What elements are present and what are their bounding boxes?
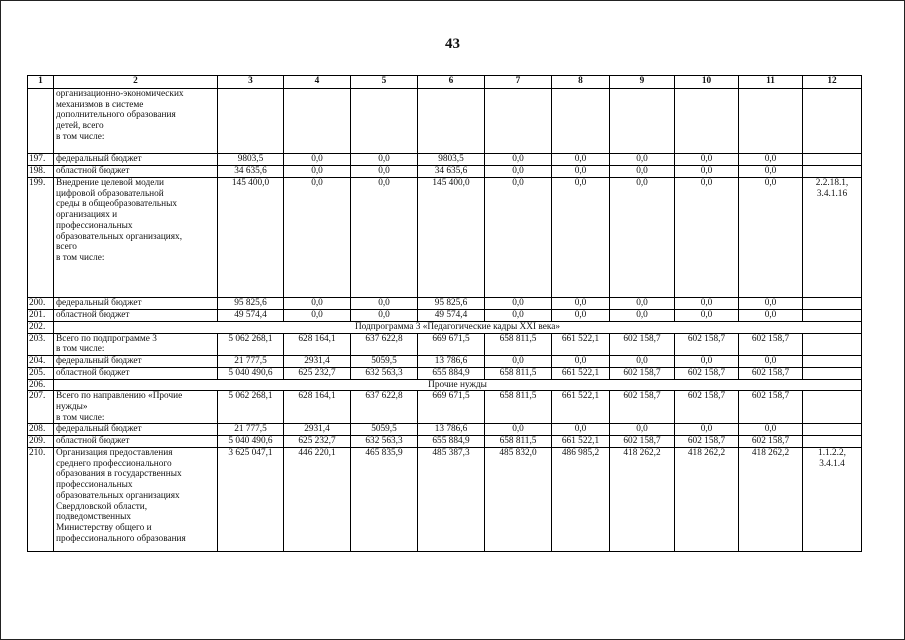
value-cell: 0,0 — [284, 166, 351, 178]
value-cell: 5059,5 — [351, 356, 418, 368]
row-number: 209. — [28, 436, 54, 448]
value-cell: 9803,5 — [218, 154, 284, 166]
column-number-row — [28, 76, 862, 89]
reference-cell: 2.2.18.1, 3.4.1.16 — [803, 178, 862, 298]
value-cell: 669 671,5 — [418, 391, 485, 424]
row-number: 202. — [28, 322, 54, 334]
reference-cell — [803, 367, 862, 379]
row-label: областной бюджет — [54, 367, 218, 379]
value-cell: 49 574,4 — [418, 310, 485, 322]
value-cell: 602 158,7 — [739, 436, 803, 448]
value-cell: 446 220,1 — [284, 448, 351, 552]
value-cell: 0,0 — [739, 356, 803, 368]
reference-cell — [803, 333, 862, 355]
value-cell: 0,0 — [675, 424, 739, 436]
value-cell: 5 062 268,1 — [218, 333, 284, 355]
value-cell: 602 158,7 — [739, 391, 803, 424]
value-cell — [675, 89, 739, 154]
row-label: Внедрение целевой модели цифровой образовательной среды в общеобразовательных организациях и профессиональных образовательных организациях, всего в том числе: — [54, 178, 218, 298]
column-header: 9 — [610, 76, 675, 89]
value-cell — [739, 89, 803, 154]
value-cell: 602 158,7 — [739, 333, 803, 355]
value-cell: 602 158,7 — [675, 367, 739, 379]
row-number — [28, 89, 54, 154]
value-cell: 602 158,7 — [675, 391, 739, 424]
value-cell: 145 400,0 — [418, 178, 485, 298]
value-cell: 658 811,5 — [485, 391, 552, 424]
value-cell: 0,0 — [552, 154, 610, 166]
value-cell: 95 825,6 — [418, 298, 485, 310]
column-header: 7 — [485, 76, 552, 89]
row-number: 201. — [28, 310, 54, 322]
value-cell: 0,0 — [351, 154, 418, 166]
column-header: 6 — [418, 76, 485, 89]
section-title: Прочие нужды — [54, 379, 862, 391]
reference-cell — [803, 166, 862, 178]
value-cell: 2931,4 — [284, 424, 351, 436]
value-cell: 418 262,2 — [675, 448, 739, 552]
value-cell: 34 635,6 — [218, 166, 284, 178]
value-cell: 658 811,5 — [485, 333, 552, 355]
table-row — [28, 178, 862, 298]
value-cell: 0,0 — [552, 298, 610, 310]
value-cell: 602 158,7 — [739, 367, 803, 379]
value-cell: 0,0 — [739, 424, 803, 436]
value-cell: 13 786,6 — [418, 356, 485, 368]
table-row — [28, 356, 862, 368]
value-cell: 5059,5 — [351, 424, 418, 436]
value-cell: 0,0 — [610, 154, 675, 166]
row-label: федеральный бюджет — [54, 154, 218, 166]
value-cell: 0,0 — [552, 178, 610, 298]
value-cell: 632 563,3 — [351, 436, 418, 448]
value-cell: 0,0 — [675, 298, 739, 310]
value-cell: 0,0 — [351, 310, 418, 322]
row-number: 210. — [28, 448, 54, 552]
value-cell: 0,0 — [739, 178, 803, 298]
row-number: 208. — [28, 424, 54, 436]
row-label: областной бюджет — [54, 166, 218, 178]
value-cell — [418, 89, 485, 154]
table-row — [28, 367, 862, 379]
section-row — [28, 322, 862, 334]
column-header: 5 — [351, 76, 418, 89]
row-number: 198. — [28, 166, 54, 178]
row-label: областной бюджет — [54, 436, 218, 448]
row-label: Всего по подпрограмме 3 в том числе: — [54, 333, 218, 355]
value-cell: 602 158,7 — [610, 436, 675, 448]
value-cell: 0,0 — [739, 298, 803, 310]
value-cell: 0,0 — [675, 310, 739, 322]
reference-cell — [803, 310, 862, 322]
value-cell: 0,0 — [284, 298, 351, 310]
value-cell: 2931,4 — [284, 356, 351, 368]
value-cell: 602 158,7 — [675, 333, 739, 355]
reference-cell — [803, 424, 862, 436]
section-row — [28, 379, 862, 391]
value-cell: 0,0 — [485, 310, 552, 322]
reference-cell: 1.1.2.2, 3.4.1.4 — [803, 448, 862, 552]
value-cell: 0,0 — [675, 356, 739, 368]
reference-cell — [803, 391, 862, 424]
row-number: 204. — [28, 356, 54, 368]
value-cell: 0,0 — [284, 178, 351, 298]
table-body — [28, 76, 862, 552]
value-cell: 655 884,9 — [418, 367, 485, 379]
value-cell: 0,0 — [485, 298, 552, 310]
value-cell: 0,0 — [610, 166, 675, 178]
column-header: 4 — [284, 76, 351, 89]
value-cell: 0,0 — [675, 154, 739, 166]
value-cell: 0,0 — [485, 154, 552, 166]
table-row — [28, 391, 862, 424]
value-cell: 5 040 490,6 — [218, 436, 284, 448]
row-label: федеральный бюджет — [54, 356, 218, 368]
value-cell: 602 158,7 — [610, 391, 675, 424]
value-cell: 0,0 — [351, 178, 418, 298]
row-label: федеральный бюджет — [54, 298, 218, 310]
value-cell: 485 832,0 — [485, 448, 552, 552]
value-cell: 655 884,9 — [418, 436, 485, 448]
value-cell: 628 164,1 — [284, 333, 351, 355]
column-header: 2 — [54, 76, 218, 89]
value-cell: 0,0 — [675, 166, 739, 178]
reference-cell — [803, 298, 862, 310]
value-cell: 658 811,5 — [485, 436, 552, 448]
value-cell: 0,0 — [552, 310, 610, 322]
row-number: 207. — [28, 391, 54, 424]
value-cell: 0,0 — [610, 356, 675, 368]
value-cell: 602 158,7 — [610, 333, 675, 355]
value-cell: 145 400,0 — [218, 178, 284, 298]
row-label: Всего по направлению «Прочие нужды» в том числе: — [54, 391, 218, 424]
row-label: федеральный бюджет — [54, 424, 218, 436]
value-cell: 0,0 — [485, 424, 552, 436]
column-header: 8 — [552, 76, 610, 89]
value-cell: 418 262,2 — [610, 448, 675, 552]
value-cell: 632 563,3 — [351, 367, 418, 379]
value-cell: 485 387,3 — [418, 448, 485, 552]
column-header: 3 — [218, 76, 284, 89]
value-cell: 13 786,6 — [418, 424, 485, 436]
value-cell: 21 777,5 — [218, 424, 284, 436]
value-cell: 0,0 — [739, 166, 803, 178]
value-cell: 0,0 — [739, 154, 803, 166]
reference-cell — [803, 154, 862, 166]
value-cell: 0,0 — [610, 178, 675, 298]
value-cell: 0,0 — [610, 310, 675, 322]
value-cell: 661 522,1 — [552, 333, 610, 355]
column-header: 10 — [675, 76, 739, 89]
table-row — [28, 298, 862, 310]
row-number: 203. — [28, 333, 54, 355]
value-cell — [485, 89, 552, 154]
table-row — [28, 154, 862, 166]
column-header: 1 — [28, 76, 54, 89]
budget-table — [27, 75, 862, 552]
value-cell: 661 522,1 — [552, 391, 610, 424]
value-cell: 465 835,9 — [351, 448, 418, 552]
value-cell: 0,0 — [284, 310, 351, 322]
value-cell: 0,0 — [552, 424, 610, 436]
row-label: организационно-экономических механизмов в системе дополнительного образования детей, всего в том числе: — [54, 89, 218, 154]
value-cell: 34 635,6 — [418, 166, 485, 178]
value-cell: 0,0 — [485, 356, 552, 368]
value-cell — [552, 89, 610, 154]
value-cell: 5 040 490,6 — [218, 367, 284, 379]
row-label: областной бюджет — [54, 310, 218, 322]
row-number: 205. — [28, 367, 54, 379]
table-row — [28, 166, 862, 178]
reference-cell — [803, 89, 862, 154]
value-cell: 0,0 — [610, 424, 675, 436]
value-cell: 0,0 — [485, 166, 552, 178]
value-cell: 637 622,8 — [351, 391, 418, 424]
value-cell: 0,0 — [351, 298, 418, 310]
value-cell: 661 522,1 — [552, 436, 610, 448]
value-cell: 3 625 047,1 — [218, 448, 284, 552]
value-cell — [610, 89, 675, 154]
row-number: 197. — [28, 154, 54, 166]
value-cell: 9803,5 — [418, 154, 485, 166]
value-cell: 0,0 — [351, 166, 418, 178]
table-row — [28, 436, 862, 448]
column-header: 12 — [803, 76, 862, 89]
reference-cell — [803, 356, 862, 368]
value-cell: 5 062 268,1 — [218, 391, 284, 424]
value-cell: 658 811,5 — [485, 367, 552, 379]
value-cell: 0,0 — [739, 310, 803, 322]
value-cell — [218, 89, 284, 154]
table-row — [28, 89, 862, 154]
value-cell: 625 232,7 — [284, 436, 351, 448]
table-row — [28, 310, 862, 322]
value-cell: 0,0 — [485, 178, 552, 298]
row-number: 199. — [28, 178, 54, 298]
page-number: 43 — [445, 36, 460, 52]
column-header: 11 — [739, 76, 803, 89]
value-cell: 95 825,6 — [218, 298, 284, 310]
value-cell: 21 777,5 — [218, 356, 284, 368]
row-label: Организация предоставления среднего профессионального образования в государственных профессиональных образовательных организациях Свердловской области, подведомственных Министерству общего и профессионального образования — [54, 448, 218, 552]
value-cell: 486 985,2 — [552, 448, 610, 552]
value-cell: 49 574,4 — [218, 310, 284, 322]
value-cell: 0,0 — [284, 154, 351, 166]
value-cell: 0,0 — [552, 356, 610, 368]
value-cell: 0,0 — [675, 178, 739, 298]
value-cell — [284, 89, 351, 154]
table-row — [28, 424, 862, 436]
reference-cell — [803, 436, 862, 448]
value-cell: 602 158,7 — [675, 436, 739, 448]
table-row — [28, 333, 862, 355]
row-number: 200. — [28, 298, 54, 310]
value-cell: 661 522,1 — [552, 367, 610, 379]
value-cell: 0,0 — [610, 298, 675, 310]
section-title: Подпрограмма 3 «Педагогические кадры XXI века» — [54, 322, 862, 334]
value-cell: 0,0 — [552, 166, 610, 178]
value-cell: 628 164,1 — [284, 391, 351, 424]
value-cell: 637 622,8 — [351, 333, 418, 355]
value-cell — [351, 89, 418, 154]
value-cell: 625 232,7 — [284, 367, 351, 379]
table-row — [28, 448, 862, 552]
row-number: 206. — [28, 379, 54, 391]
value-cell: 602 158,7 — [610, 367, 675, 379]
value-cell: 669 671,5 — [418, 333, 485, 355]
value-cell: 418 262,2 — [739, 448, 803, 552]
